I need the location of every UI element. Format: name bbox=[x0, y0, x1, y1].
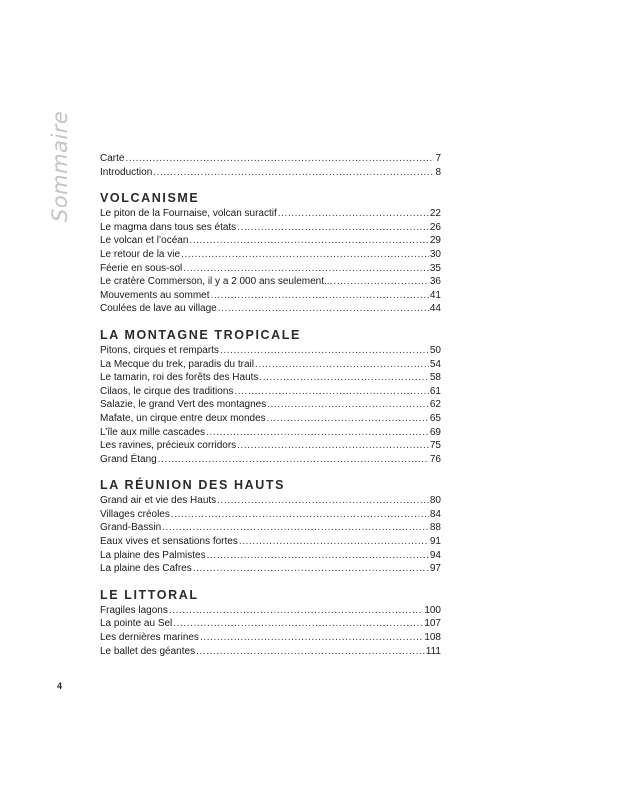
toc-entry bbox=[100, 562, 441, 576]
dot-leader bbox=[162, 521, 429, 535]
toc-entry-title: L’île aux mille cascades bbox=[100, 426, 206, 438]
toc-entry-title: Le retour de la vie bbox=[100, 248, 181, 260]
dot-leader bbox=[237, 221, 429, 235]
toc-entry bbox=[100, 617, 441, 631]
toc-entry bbox=[100, 262, 441, 276]
dot-leader bbox=[234, 385, 428, 399]
toc-sections bbox=[100, 190, 441, 658]
toc-entry-title: La plaine des Cafres bbox=[100, 563, 192, 575]
toc-entry-title: Eaux vives et sensations fortes bbox=[100, 536, 238, 548]
toc-section bbox=[100, 190, 441, 316]
toc-entry bbox=[100, 604, 441, 618]
dot-leader bbox=[211, 289, 429, 303]
toc-entry-title: Fragiles lagons bbox=[100, 604, 168, 616]
toc-entry bbox=[100, 289, 441, 303]
dot-leader bbox=[193, 562, 429, 576]
toc-entry-title: Le tamarin, roi des forêts des Hauts bbox=[100, 372, 259, 384]
intro-entries bbox=[100, 152, 441, 179]
toc-entry-page: 50 bbox=[429, 344, 441, 356]
page-number: 4 bbox=[57, 681, 63, 691]
toc-entry-page: 69 bbox=[429, 426, 441, 438]
toc-entry-page: 91 bbox=[429, 536, 441, 548]
dot-leader bbox=[207, 549, 429, 563]
toc-entry bbox=[100, 521, 441, 535]
toc-entry-title: Carte bbox=[100, 153, 125, 164]
toc-entry bbox=[100, 385, 441, 399]
toc-section bbox=[100, 587, 441, 658]
dot-leader bbox=[189, 234, 428, 248]
dot-leader bbox=[278, 207, 429, 221]
toc-entry-page: 94 bbox=[429, 549, 441, 561]
toc-entry-title: Le volcan et l’océan bbox=[100, 235, 189, 247]
section-heading: LA MONTAGNE TROPICALE bbox=[100, 327, 301, 342]
toc-entry bbox=[100, 645, 441, 659]
toc-entry-page: 44 bbox=[429, 303, 441, 315]
toc-entry bbox=[100, 207, 441, 221]
toc-entry-page: 111 bbox=[425, 645, 441, 657]
toc-entry-page: 61 bbox=[429, 385, 441, 397]
toc-entry bbox=[100, 549, 441, 563]
dot-leader bbox=[259, 371, 428, 385]
toc-entry-page: 107 bbox=[424, 618, 441, 630]
dot-leader bbox=[181, 248, 429, 262]
toc-entry-page: 54 bbox=[429, 358, 441, 370]
dot-leader bbox=[153, 166, 434, 180]
dot-leader bbox=[237, 439, 429, 453]
toc-entry-page: 65 bbox=[429, 412, 441, 424]
toc-entry bbox=[100, 494, 441, 508]
toc-entry-title: Les ravines, précieux corridors bbox=[100, 440, 237, 452]
toc-entry-title: Le piton de la Fournaise, volcan suractif bbox=[100, 208, 277, 220]
section-heading: VOLCANISME bbox=[100, 191, 200, 206]
toc-entry-title: Le cratère Commerson, il y a 2 000 ans seulement... bbox=[100, 276, 333, 288]
dot-leader bbox=[220, 344, 429, 358]
toc-entry bbox=[100, 426, 441, 440]
toc-entry-page: 62 bbox=[429, 399, 441, 411]
toc-entry-page: 84 bbox=[429, 508, 441, 520]
dot-leader bbox=[183, 262, 429, 276]
toc-entry bbox=[100, 152, 441, 166]
toc-entry bbox=[100, 535, 441, 549]
toc-entry-page: 97 bbox=[429, 563, 441, 575]
toc-entry-title: Villages créoles bbox=[100, 508, 170, 520]
toc-entry-page: 80 bbox=[429, 495, 441, 507]
dot-leader bbox=[267, 412, 429, 426]
toc-entry bbox=[100, 412, 441, 426]
dot-leader bbox=[239, 535, 429, 549]
toc-entry-page: 100 bbox=[424, 604, 441, 616]
toc-entry-title: Mouvements au sommet bbox=[100, 289, 210, 301]
dot-leader bbox=[171, 508, 429, 522]
toc-entry bbox=[100, 275, 441, 289]
dot-leader bbox=[267, 398, 429, 412]
toc-entry-title: Salazie, le grand Vert des montagnes bbox=[100, 399, 267, 411]
toc-section bbox=[100, 477, 441, 576]
toc-entry-title: Mafate, un cirque entre deux mondes bbox=[100, 412, 266, 424]
toc-entry bbox=[100, 398, 441, 412]
dot-leader bbox=[173, 617, 423, 631]
toc-entry-page: 108 bbox=[424, 632, 441, 644]
dot-leader bbox=[196, 645, 425, 659]
toc-entry bbox=[100, 358, 441, 372]
toc-entry-title: Coulées de lave au village bbox=[100, 303, 217, 315]
toc-entry-page: 36 bbox=[429, 276, 441, 288]
toc-entry-page: 8 bbox=[435, 166, 441, 178]
toc-entry-title: Le magma dans tous ses états bbox=[100, 221, 237, 233]
dot-leader bbox=[218, 302, 429, 316]
toc-entry bbox=[100, 371, 441, 385]
toc-entry-page: 7 bbox=[435, 153, 441, 164]
toc-entry bbox=[100, 302, 441, 316]
dot-leader bbox=[200, 631, 423, 645]
toc-entry-title: Le ballet des géantes bbox=[100, 645, 196, 657]
toc-entry-page: 75 bbox=[429, 440, 441, 452]
dot-leader bbox=[158, 453, 429, 467]
toc-entry-page: 88 bbox=[429, 522, 441, 534]
dot-leader bbox=[169, 604, 424, 618]
toc-entry-title: Pitons, cirques et remparts bbox=[100, 344, 219, 356]
toc-entry-title: Grand Étang bbox=[100, 453, 157, 465]
toc-entry-title: La plaine des Palmistes bbox=[100, 549, 206, 561]
toc-entry bbox=[100, 439, 441, 453]
toc-entry bbox=[100, 234, 441, 248]
toc-entry-title: Grand-Bassin bbox=[100, 522, 162, 534]
toc-entry bbox=[100, 166, 441, 180]
toc-entry bbox=[100, 344, 441, 358]
dot-leader bbox=[217, 494, 429, 508]
dot-leader bbox=[255, 358, 429, 372]
toc-section bbox=[100, 327, 441, 466]
toc-entry-title: Cilaos, le cirque des traditions bbox=[100, 385, 234, 397]
section-heading: LA RÉUNION DES HAUTS bbox=[100, 478, 286, 493]
toc-entry-page: 29 bbox=[429, 235, 441, 247]
toc-entry-title: Féerie en sous-sol bbox=[100, 262, 183, 274]
toc-entry-title: La pointe au Sel bbox=[100, 618, 173, 630]
toc-entry-title: Grand air et vie des Hauts bbox=[100, 495, 217, 507]
section-heading: LE LITTORAL bbox=[100, 587, 199, 602]
toc-entry bbox=[100, 631, 441, 645]
table-of-contents bbox=[100, 152, 441, 658]
toc-entry-page: 30 bbox=[429, 248, 441, 260]
dot-leader bbox=[333, 275, 429, 289]
toc-entry-title: Les dernières marines bbox=[100, 632, 199, 644]
dot-leader bbox=[206, 426, 429, 440]
toc-entry bbox=[100, 221, 441, 235]
toc-entry-page: 76 bbox=[429, 453, 441, 465]
page-title: Sommaire bbox=[48, 110, 72, 222]
toc-entry bbox=[100, 248, 441, 262]
toc-entry-page: 41 bbox=[429, 289, 441, 301]
toc-entry-page: 22 bbox=[429, 208, 441, 220]
toc-entry bbox=[100, 453, 441, 467]
toc-entry bbox=[100, 508, 441, 522]
toc-entry-page: 35 bbox=[429, 262, 441, 274]
toc-entry-title: La Mecque du trek, paradis du trail bbox=[100, 358, 254, 370]
toc-entry-page: 26 bbox=[429, 221, 441, 233]
toc-entry-title: Introduction bbox=[100, 166, 153, 178]
dot-leader bbox=[125, 152, 434, 166]
toc-entry-page: 58 bbox=[429, 372, 441, 384]
